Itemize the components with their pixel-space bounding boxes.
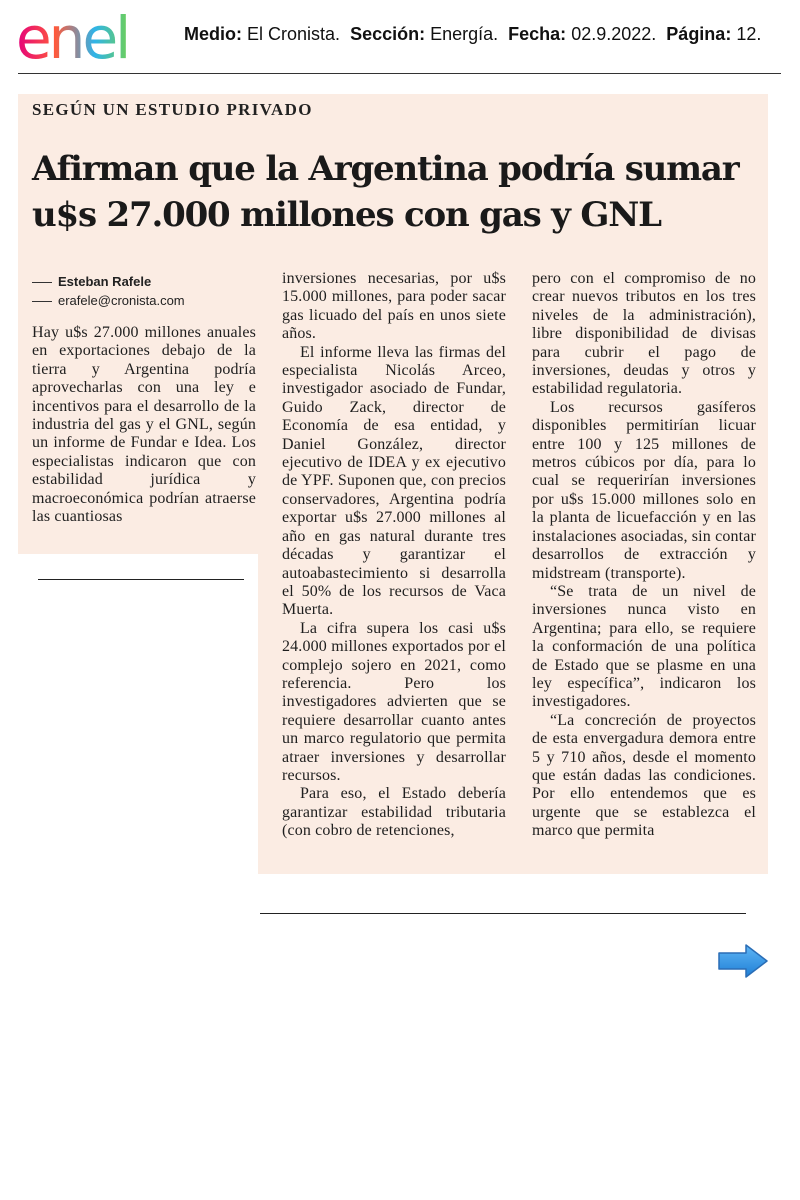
paragraph: Para eso, el Estado debería garantizar estabilidad tributaria (con cobro de retenciones, <box>282 785 506 840</box>
paragraph: inversiones necesarias, por u$s 15.000 millones, para poder sacar gas licuado del país en unos siete años. <box>282 270 506 343</box>
byline <box>32 272 185 310</box>
paragraph: La cifra supera los casi u$s 24.000 millones exportados por el complejo sojero en 2021, como referencia. Pero los investigadores advierten que se requiere desarrollar cuanto antes un marco regulatorio que permita atraer inversiones y desarrollar recursos. <box>282 619 506 784</box>
logo-text: enel <box>16 8 129 66</box>
seccion-label: Sección: <box>350 24 426 44</box>
article-column-2 <box>282 270 506 841</box>
medio-value: El Cronista. <box>242 24 341 44</box>
byline-dash <box>32 301 52 302</box>
paragraph: Los recursos gasíferos disponibles permitirían licuar entre 100 y 125 millones de metros cúbicos por día, para lo cual se requerirían inversiones por u$s 15.000 millones solo en la planta de licuefacción y en las instalaciones asociadas, sin contar desarrollos de extracción y midstream (transporte). <box>532 398 756 582</box>
seccion-value: Energía. <box>425 24 499 44</box>
header-divider <box>18 73 781 74</box>
medio-label: Medio: <box>184 24 242 44</box>
article-column-3 <box>532 270 756 841</box>
article-kicker: SEGÚN UN ESTUDIO PRIVADO <box>32 100 313 119</box>
column-end-rule <box>38 579 244 580</box>
author-email: erafele@cronista.com <box>58 293 185 308</box>
article-headline <box>32 146 762 238</box>
headline-line-2: u$s 27.000 millones con gas y GNL <box>32 195 661 235</box>
paragraph: “La concreción de proyectos de esta envergadura demora entre 5 y 710 años, desde el momento que están dadas las condiciones. Por ello entendemos que es urgente que se establezca el marco que permita <box>532 711 756 840</box>
author-name: Esteban Rafele <box>58 274 152 289</box>
headline-line-1: Afirman que la Argentina podría sumar <box>32 149 739 189</box>
pagina-value: 12. <box>731 24 762 44</box>
byline-dash <box>32 282 52 283</box>
document-meta <box>184 24 761 45</box>
fecha-label: Fecha: <box>508 24 567 44</box>
article-end-rule <box>260 913 746 914</box>
paragraph: pero con el compromiso de no crear nuevos tributos en los tres niveles de la administración), libre disponibilidad de divisas para cubrir el pago de inversiones, deudas y otros y estabilidad regulatoria. <box>532 270 756 398</box>
paragraph: “Se trata de un nivel de inversiones nunca visto en Argentina; para ello, se requiere la conformación de una política de Estado que se plasme en una ley específica”, indicaron los investigadores. <box>532 582 756 711</box>
right-arrow-icon[interactable] <box>716 942 770 980</box>
article-column-1 <box>32 324 256 526</box>
enel-logo <box>16 8 172 66</box>
fecha-value: 02.9.2022. <box>566 24 657 44</box>
paragraph: Hay u$s 27.000 millones anuales en exportaciones debajo de la tierra y Argentina podría aprovecharlas con una ley e incentivos para el desarrollo de la industria del gas y el GNL, según un informe de Fundar e Idea. Los especialistas indicaron que con estabilidad jurídica y macroeconómica podrían atraerse las cuantiosas <box>32 324 256 526</box>
pagina-label: Página: <box>666 24 732 44</box>
paragraph: El informe lleva las firmas del especialista Nicolás Arceo, investigador asociado de Fundar, Guido Zack, director de Economía de esa entidad, y Daniel González, director ejecutivo de IDEA y ex ejecutivo de YPF. Suponen que, con precios conservadores, Argentina podría exportar u$s 27.000 millones al año en gas natural durante tres décadas y garantizar el autoabastecimiento si desarrolla el 50% de los recursos de Vaca Muerta. <box>282 343 506 619</box>
